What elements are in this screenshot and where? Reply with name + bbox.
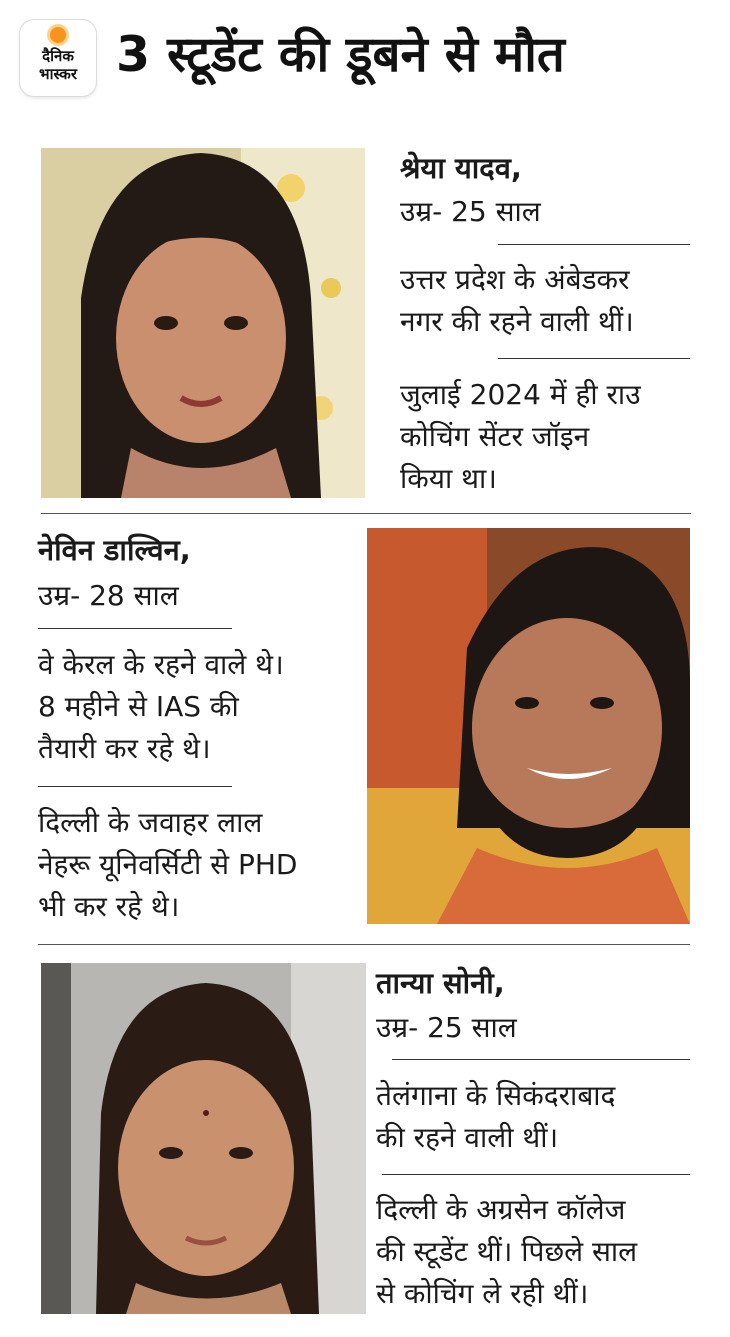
student-hometown: उत्तर प्रदेश के अंबेडकर नगर की रहने वाली थीं। <box>400 263 634 338</box>
dainik-bhaskar-logo[interactable] <box>20 20 96 96</box>
student-study-info: दिल्ली के जवाहर लाल नेहरू यूनिवर्सिटी से PHD भी कर रहे थे। <box>38 806 298 923</box>
student-college-info: दिल्ली के अग्रसेन कॉलेज की स्टूडेंट थीं। पिछले साल से कोचिंग ले रही थीं। <box>376 1193 638 1310</box>
student-name: तान्या सोनी, <box>376 966 505 1000</box>
sun-icon <box>50 27 66 43</box>
divider <box>38 628 232 629</box>
student-photo-shreya <box>41 148 365 498</box>
student-hometown: वे केरल के रहने वाले थे। 8 महीने से IAS की तैयारी कर रहे थे। <box>38 648 284 765</box>
section-separator <box>41 513 691 514</box>
logo-text-line1: दैनिक <box>42 47 74 65</box>
divider <box>382 1174 690 1175</box>
divider <box>38 786 232 787</box>
logo-text-line2: भास्कर <box>39 65 77 83</box>
student-hometown: तेलंगाना के सिकंदराबाद की रहने वाली थीं। <box>376 1079 616 1154</box>
page-title: 3 स्टूडेंट की डूबने से मौत <box>116 26 565 83</box>
student-coaching-info: जुलाई 2024 में ही राउ कोचिंग सेंटर जॉइन किया था। <box>400 378 641 495</box>
student-photo-nevin <box>367 528 690 924</box>
student-age: उम्र- 25 साल <box>400 195 541 228</box>
header <box>0 0 730 115</box>
student-age: उम्र- 28 साल <box>38 579 179 612</box>
section-separator <box>38 944 690 945</box>
student-photo-tanya <box>41 963 366 1314</box>
student-name: नेविन डाल्विन, <box>38 533 191 567</box>
student-name: श्रेया यादव, <box>400 151 522 185</box>
divider <box>498 244 690 245</box>
student-age: उम्र- 25 साल <box>376 1011 517 1044</box>
divider <box>392 1059 690 1060</box>
divider <box>498 358 690 359</box>
